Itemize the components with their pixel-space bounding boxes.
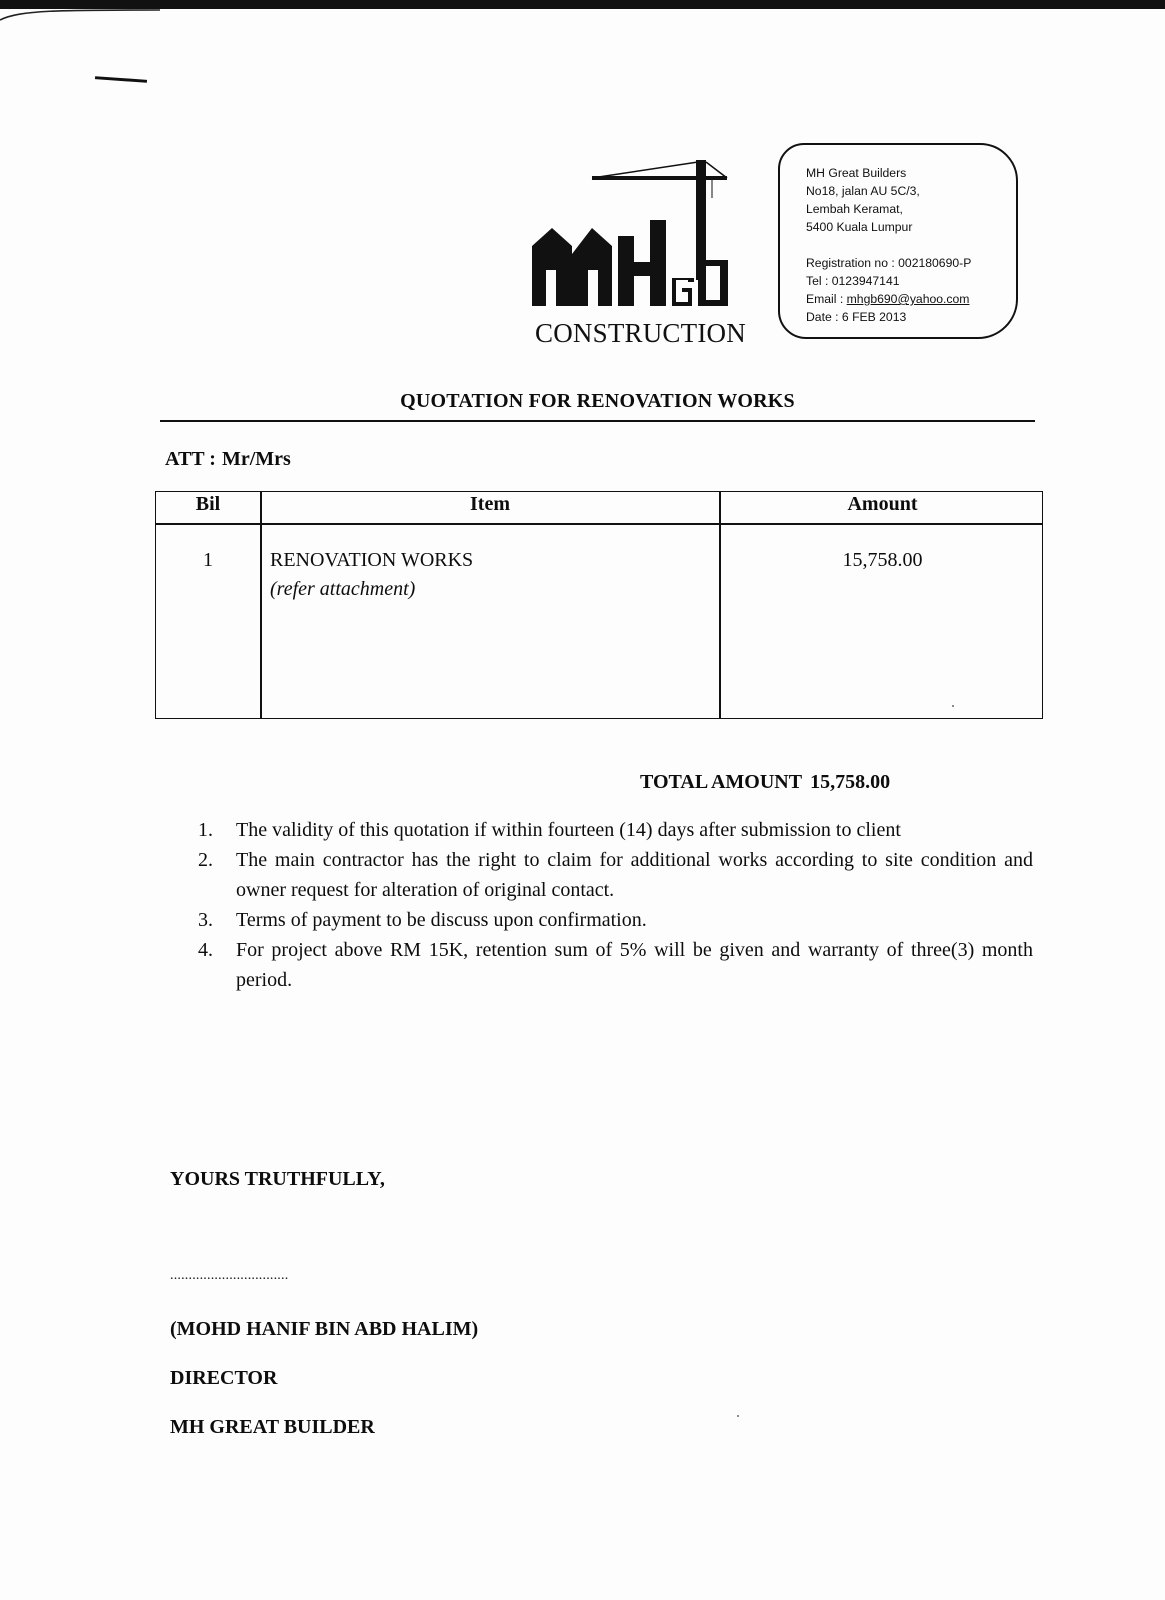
address-line-2: Lembah Keramat, <box>806 202 903 216</box>
attention-value: Mr/Mrs <box>221 448 291 470</box>
scan-edge-curve <box>0 6 160 22</box>
column-divider <box>260 492 262 718</box>
logo-wordmark: CONSTRUCTION <box>535 318 746 348</box>
address-line-3: 5400 Kuala Lumpur <box>806 220 913 234</box>
row-amount: 15,758.00 <box>842 549 923 571</box>
registration-number: Registration no : 002180690-P <box>806 256 972 270</box>
row-item-text: RENOVATION WORKS <box>270 549 474 571</box>
quotation-table <box>155 491 1043 719</box>
signer-name: (MOHD HANIF BIN ABD HALIM) <box>170 1318 479 1340</box>
quotation-date: Date : 6 FEB 2013 <box>806 310 907 324</box>
term-text: For project above RM 15K, retention sum of 5% will be given and warranty of three(3) month period. <box>236 939 1033 991</box>
attention-line <box>165 448 291 471</box>
closing-salutation: YOURS TRUTHFULLY, <box>170 1168 385 1190</box>
email-label: Email : <box>806 292 847 306</box>
term-number: 3. <box>198 909 213 931</box>
term-number: 1. <box>198 819 213 841</box>
total-amount <box>640 771 890 794</box>
email-line <box>806 290 1016 308</box>
address-line-1: No18, jalan AU 5C/3, <box>806 184 920 198</box>
row-item-note: (refer attachment) <box>270 578 416 600</box>
term-item <box>198 905 1033 935</box>
title-underline <box>160 420 1035 422</box>
spacer <box>806 236 1016 254</box>
email-link[interactable]: mhgb690@yahoo.com <box>846 292 970 306</box>
signer-company: MH GREAT BUILDER <box>170 1416 375 1438</box>
scan-speck <box>737 1415 739 1417</box>
header-divider <box>156 523 1042 525</box>
terms-list <box>198 815 1033 995</box>
row-item <box>270 546 473 604</box>
scan-edge-top <box>0 0 1165 9</box>
scan-speck <box>952 705 954 707</box>
term-text: Terms of payment to be discuss upon confirmation. <box>236 909 647 931</box>
term-text: The main contractor has the right to claim for additional works according to site condition and owner request for alteration of original contact. <box>236 849 1033 901</box>
row-bil: 1 <box>203 549 213 571</box>
term-number: 4. <box>198 939 213 961</box>
header-amount: Amount <box>847 493 918 515</box>
signature-line: ................................ <box>170 1268 289 1283</box>
company-name: MH Great Builders <box>806 166 907 180</box>
term-text: The validity of this quotation if within fourteen (14) days after submission to client <box>236 819 901 841</box>
term-item <box>198 815 1033 845</box>
header-bil: Bil <box>195 493 221 515</box>
telephone: Tel : 0123947141 <box>806 274 900 288</box>
header-item: Item <box>470 493 510 515</box>
company-info-box <box>778 143 1018 339</box>
attention-label: ATT : <box>165 448 216 470</box>
total-value: 15,758.00 <box>810 771 891 793</box>
total-label: TOTAL AMOUNT <box>640 771 803 793</box>
term-number: 2. <box>198 849 213 871</box>
stray-pen-mark <box>95 76 147 83</box>
column-divider <box>719 492 721 718</box>
term-item <box>198 935 1033 995</box>
document-title: QUOTATION FOR RENOVATION WORKS <box>400 390 795 412</box>
signer-role: DIRECTOR <box>170 1367 278 1389</box>
term-item <box>198 845 1033 905</box>
